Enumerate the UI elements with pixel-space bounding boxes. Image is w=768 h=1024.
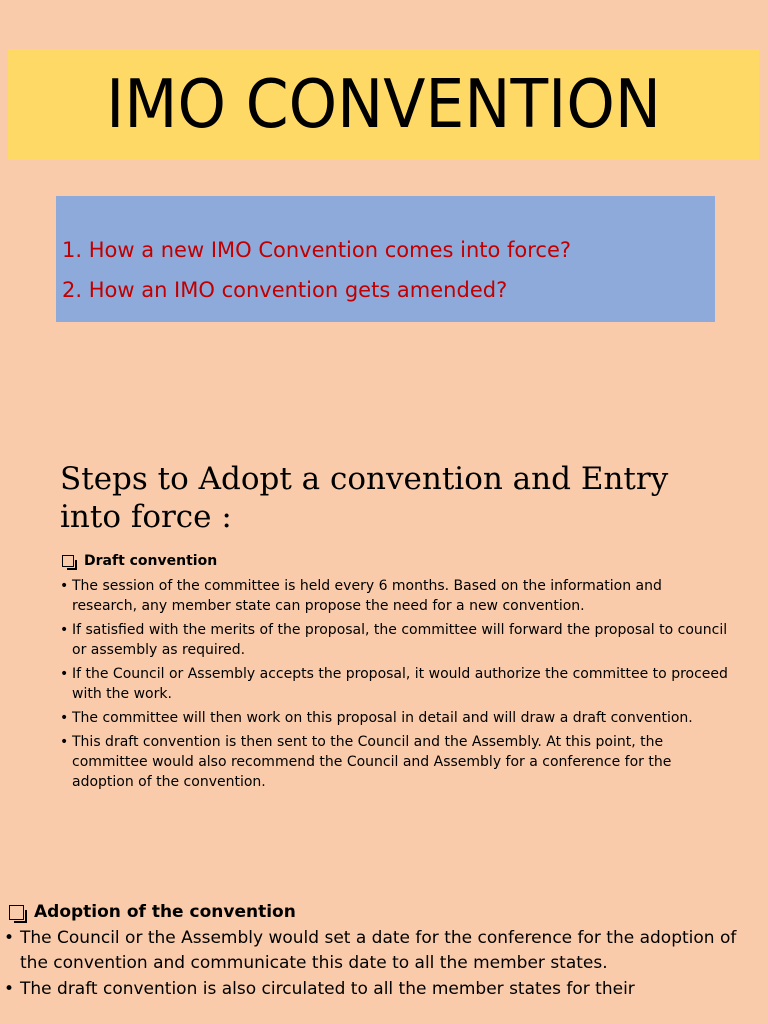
adoption-section	[4, 900, 744, 1002]
list-item: • If satisfied with the merits of the proposal, the committee will forward the proposal to council or assembly as required.	[60, 620, 730, 660]
steps-heading: Steps to Adopt a convention and Entry into force :	[60, 461, 669, 535]
draft-convention-heading-label: Draft convention	[84, 553, 218, 569]
draft-convention-list	[60, 576, 730, 792]
draft-convention-section	[60, 550, 730, 792]
question-2: 2. How an IMO convention gets amended?	[62, 278, 508, 302]
checkbox-icon	[62, 555, 74, 567]
adoption-heading	[4, 900, 744, 924]
page-title: IMO CONVENTION	[106, 65, 661, 143]
list-item: • The committee will then work on this proposal in detail and will draw a draft convention.	[60, 708, 730, 728]
questions-box	[56, 196, 715, 322]
title-banner	[8, 49, 759, 160]
adoption-list	[4, 926, 744, 1002]
adoption-heading-label: Adoption of the convention	[34, 902, 296, 922]
question-1: 1. How a new IMO Convention comes into force?	[62, 238, 572, 262]
list-item: • The session of the committee is held every 6 months. Based on the information and research, any member state can propose the need for a new convention.	[60, 576, 730, 616]
list-item: • If the Council or Assembly accepts the proposal, it would authorize the committee to proceed with the work.	[60, 664, 730, 704]
list-item: • The Council or the Assembly would set a date for the conference for the adoption of the convention and communicate this date to all the member states.	[4, 926, 744, 975]
draft-convention-heading	[60, 550, 730, 572]
list-item: • This draft convention is then sent to the Council and the Assembly. At this point, the committee would also recommend the Council and Assembly for a conference for the adoption of the convention.	[60, 732, 730, 792]
checkbox-icon	[9, 905, 24, 920]
list-item: • The draft convention is also circulated to all the member states for their	[4, 977, 744, 1002]
